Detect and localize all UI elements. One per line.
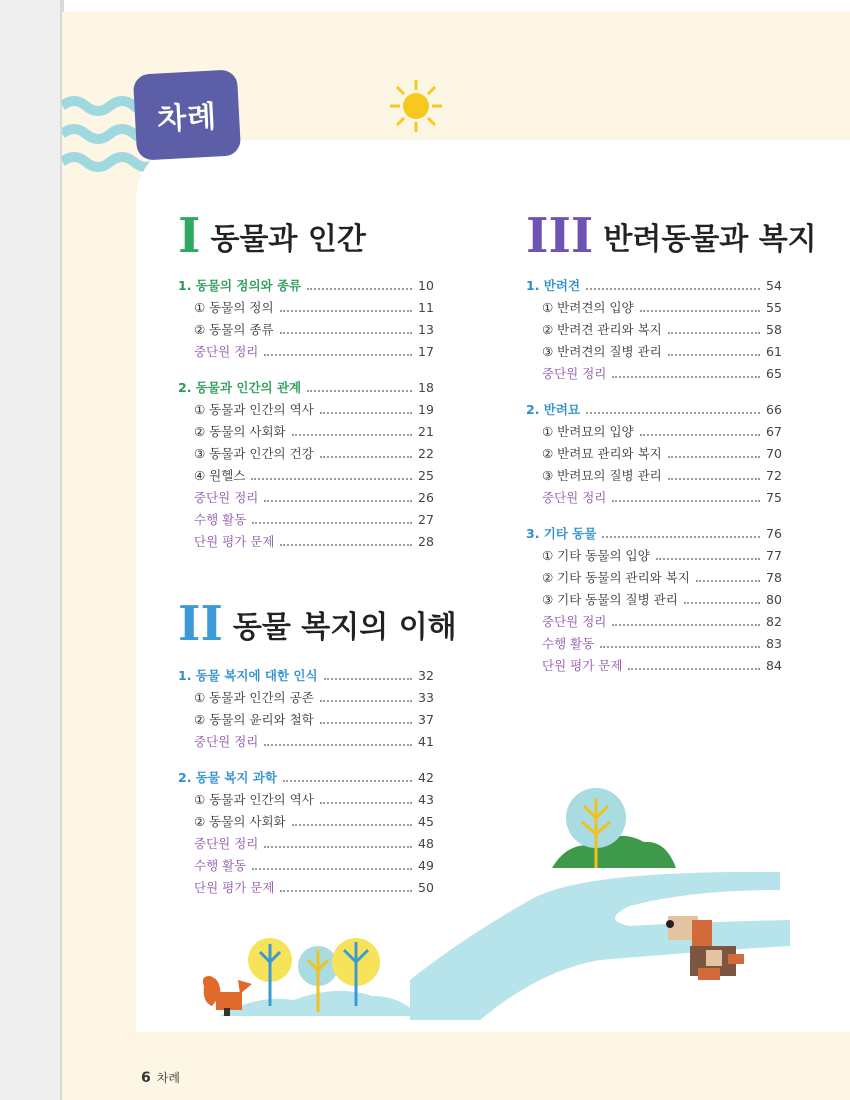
toc-page-number: 18 — [418, 380, 434, 395]
toc-entry-label: 2. 동물 복지 과학 — [178, 770, 277, 785]
toc-page-number: 78 — [766, 570, 782, 585]
toc-entry-label: ③ 기타 동물의 질병 관리 — [542, 592, 678, 607]
tree-hill-illustration — [548, 784, 678, 874]
toc-entry-label: 중단원 정리 — [194, 344, 259, 359]
toc-page-number: 28 — [418, 534, 434, 549]
toc-leader-dots — [600, 646, 760, 648]
toc-entry[interactable] — [178, 400, 440, 422]
toc-entry-label: ② 기타 동물의 관리와 복지 — [542, 570, 690, 585]
toc-entry[interactable] — [178, 444, 440, 466]
toc-page-number: 26 — [418, 490, 434, 505]
toc-gap — [526, 386, 788, 400]
toc-entry[interactable] — [178, 834, 440, 856]
toc-entry-label: ② 반려묘 관리와 복지 — [542, 446, 662, 461]
toc-chapter-entry[interactable] — [178, 666, 440, 688]
toc-page-number: 80 — [766, 592, 782, 607]
toc-entry-label: ② 동물의 종류 — [194, 322, 274, 337]
toc-leader-dots — [320, 456, 412, 458]
toc-entry[interactable] — [526, 422, 788, 444]
toc-leader-dots — [586, 288, 760, 290]
toc-entry[interactable] — [526, 444, 788, 466]
toc-chapter-entry[interactable] — [178, 768, 440, 790]
toc-entry-label: ② 동물의 사회화 — [194, 424, 286, 439]
toc-leader-dots — [612, 376, 760, 378]
toc-entry[interactable] — [526, 320, 788, 342]
section-3-heading — [526, 208, 817, 264]
toc-entry-label: 단원 평가 문제 — [542, 658, 623, 673]
toc-gap — [178, 364, 440, 378]
toc-page-number: 25 — [418, 468, 434, 483]
toc-entry-label: ④ 원헬스 — [194, 468, 246, 483]
toc-chapter-entry[interactable] — [526, 400, 788, 422]
toc-entry-label: 2. 동물과 인간의 관계 — [178, 380, 302, 395]
toc-entry-label: ② 동물의 사회화 — [194, 814, 286, 829]
toc-entry[interactable] — [178, 488, 440, 510]
toc-entry[interactable] — [178, 812, 440, 834]
footer-label: 차례 — [156, 1071, 180, 1085]
toc-entry[interactable] — [526, 488, 788, 510]
toc-entry[interactable] — [178, 342, 440, 364]
toc-entry[interactable] — [526, 568, 788, 590]
toc-page-number: 49 — [418, 858, 434, 873]
toc-entry[interactable] — [178, 790, 440, 812]
toc-leader-dots — [251, 478, 412, 480]
toc-leader-dots — [320, 412, 412, 414]
toc-page-number: 65 — [766, 366, 782, 381]
toc-page-number: 54 — [766, 278, 782, 293]
toc-leader-dots — [292, 434, 412, 436]
toc-leader-dots — [264, 354, 412, 356]
toc-entry-label: 1. 동물의 정의와 종류 — [178, 278, 302, 293]
toc-page-number: 72 — [766, 468, 782, 483]
toc-leader-dots — [283, 780, 412, 782]
toc-entry[interactable] — [526, 634, 788, 656]
toc-leader-dots — [320, 802, 412, 804]
toc-page-number: 10 — [418, 278, 434, 293]
toc-leader-dots — [292, 824, 412, 826]
toc-leader-dots — [612, 624, 760, 626]
toc-entry-label: ③ 동물과 인간의 건강 — [194, 446, 314, 461]
toc-entry-label: 중단원 정리 — [542, 366, 607, 381]
toc-entry-label: ① 동물의 정의 — [194, 300, 274, 315]
section-3-title: 반려동물과 복지 — [603, 222, 817, 257]
section-1-heading — [178, 208, 366, 264]
toc-page-number: 84 — [766, 658, 782, 673]
toc-entry-label: 1. 동물 복지에 대한 인식 — [178, 668, 318, 683]
toc-page-number: 83 — [766, 636, 782, 651]
page-footer — [141, 1069, 180, 1086]
toc-chapter-entry[interactable] — [178, 378, 440, 400]
toc-page-number: 32 — [418, 668, 434, 683]
toc-leader-dots — [320, 722, 412, 724]
toc-page-number: 33 — [418, 690, 434, 705]
toc-leader-dots — [280, 890, 412, 892]
toc-entry-label: 중단원 정리 — [194, 836, 259, 851]
section-2-numeral: II — [178, 596, 223, 652]
toc-entry-label: ③ 반려묘의 질병 관리 — [542, 468, 662, 483]
toc-leader-dots — [307, 288, 412, 290]
toc-entry[interactable] — [178, 510, 440, 532]
toc-chapter-entry[interactable] — [526, 524, 788, 546]
toc-leader-dots — [280, 544, 412, 546]
toc-leader-dots — [586, 412, 760, 414]
toc-page-number: 19 — [418, 402, 434, 417]
sun-icon — [388, 78, 444, 134]
toc-page-number: 66 — [766, 402, 782, 417]
toc-page-number: 42 — [418, 770, 434, 785]
toc-entry[interactable] — [178, 422, 440, 444]
toc-entry[interactable] — [178, 320, 440, 342]
toc-leader-dots — [640, 434, 760, 436]
toc-entry-label: 2. 반려묘 — [526, 402, 581, 417]
toc-page-number: 58 — [766, 322, 782, 337]
section-2-title: 동물 복지의 이해 — [232, 610, 457, 645]
section-1-title: 동물과 인간 — [210, 222, 366, 257]
toc-page-number: 55 — [766, 300, 782, 315]
toc-entry-label: ① 기타 동물의 입양 — [542, 548, 650, 563]
toc-leader-dots — [280, 310, 412, 312]
toc-page-number: 43 — [418, 792, 434, 807]
section-2-heading — [178, 596, 457, 652]
toc-entry[interactable] — [526, 612, 788, 634]
toc-entry[interactable] — [526, 342, 788, 364]
toc-page-number: 70 — [766, 446, 782, 461]
toc-entry[interactable] — [526, 546, 788, 568]
toc-page-number: 27 — [418, 512, 434, 527]
toc-page-number: 41 — [418, 734, 434, 749]
toc-entry-label: 1. 반려견 — [526, 278, 581, 293]
toc-entry[interactable] — [526, 590, 788, 612]
toc-page-number: 37 — [418, 712, 434, 727]
toc-entry-label: 중단원 정리 — [194, 734, 259, 749]
toc-chapter-entry[interactable] — [178, 276, 440, 298]
toc-leader-dots — [668, 478, 760, 480]
toc-entry-label: ① 반려견의 입양 — [542, 300, 634, 315]
toc-section-1 — [178, 276, 440, 554]
page-gutter — [0, 0, 62, 1100]
toc-leader-dots — [320, 700, 412, 702]
toc-entry-label: ① 반려묘의 입양 — [542, 424, 634, 439]
toc-leader-dots — [252, 868, 412, 870]
toc-entry-label: ① 동물과 인간의 역사 — [194, 792, 314, 807]
toc-leader-dots — [628, 668, 760, 670]
toc-page-number: 48 — [418, 836, 434, 851]
toc-entry[interactable] — [526, 466, 788, 488]
toc-page-number: 45 — [418, 814, 434, 829]
toc-entry-label: ② 동물의 윤리와 철학 — [194, 712, 314, 727]
toc-page-number: 17 — [418, 344, 434, 359]
toc-entry-label: 수행 활동 — [542, 636, 595, 651]
toc-leader-dots — [252, 522, 412, 524]
trees-fox-illustration — [196, 936, 422, 1020]
toc-entry-label: ② 반려견 관리와 복지 — [542, 322, 662, 337]
toc-leader-dots — [640, 310, 760, 312]
toc-entry[interactable] — [178, 710, 440, 732]
toc-entry[interactable] — [526, 364, 788, 386]
page-number: 6 — [141, 1070, 151, 1086]
toc-entry[interactable] — [526, 298, 788, 320]
toc-page-number: 13 — [418, 322, 434, 337]
toc-leader-dots — [280, 332, 412, 334]
toc-leader-dots — [696, 580, 760, 582]
toc-entry-label: ③ 반려견의 질병 관리 — [542, 344, 662, 359]
toc-leader-dots — [668, 456, 760, 458]
toc-entry-label: 수행 활동 — [194, 858, 247, 873]
toc-chapter-entry[interactable] — [526, 276, 788, 298]
toc-entry-label: 중단원 정리 — [542, 490, 607, 505]
toc-entry[interactable] — [178, 688, 440, 710]
toc-leader-dots — [264, 846, 412, 848]
toc-page-number: 67 — [766, 424, 782, 439]
toc-entry[interactable] — [526, 656, 788, 678]
page-title: 차례 — [133, 69, 241, 160]
toc-entry-label: 중단원 정리 — [542, 614, 607, 629]
toc-page-number: 11 — [418, 300, 434, 315]
toc-gap — [178, 754, 440, 768]
toc-section-3 — [526, 276, 788, 678]
toc-leader-dots — [602, 536, 760, 538]
dog-illustration — [658, 910, 754, 984]
toc-leader-dots — [324, 678, 412, 680]
toc-entry-label: 3. 기타 동물 — [526, 526, 597, 541]
toc-page-number: 75 — [766, 490, 782, 505]
toc-leader-dots — [656, 558, 760, 560]
toc-page-number: 21 — [418, 424, 434, 439]
toc-page-number: 82 — [766, 614, 782, 629]
toc-leader-dots — [264, 744, 412, 746]
section-3-numeral: III — [526, 208, 594, 264]
toc-page-number: 76 — [766, 526, 782, 541]
toc-gap — [526, 510, 788, 524]
toc-page-number: 77 — [766, 548, 782, 563]
toc-entry-label: 수행 활동 — [194, 512, 247, 527]
toc-entry-label: ① 동물과 인간의 역사 — [194, 402, 314, 417]
toc-leader-dots — [668, 332, 760, 334]
toc-entry-label: ① 동물과 인간의 공존 — [194, 690, 314, 705]
toc-entry-label: 중단원 정리 — [194, 490, 259, 505]
toc-entry[interactable] — [178, 732, 440, 754]
toc-entry[interactable] — [178, 532, 440, 554]
toc-entry[interactable] — [178, 298, 440, 320]
toc-page-number: 50 — [418, 880, 434, 895]
toc-leader-dots — [307, 390, 412, 392]
toc-entry-label: 단원 평가 문제 — [194, 880, 275, 895]
toc-page-number: 61 — [766, 344, 782, 359]
section-1-numeral: I — [178, 208, 201, 264]
toc-leader-dots — [612, 500, 760, 502]
toc-entry[interactable] — [178, 466, 440, 488]
toc-leader-dots — [264, 500, 412, 502]
toc-page-number: 22 — [418, 446, 434, 461]
toc-entry-label: 단원 평가 문제 — [194, 534, 275, 549]
toc-leader-dots — [684, 602, 760, 604]
toc-leader-dots — [668, 354, 760, 356]
